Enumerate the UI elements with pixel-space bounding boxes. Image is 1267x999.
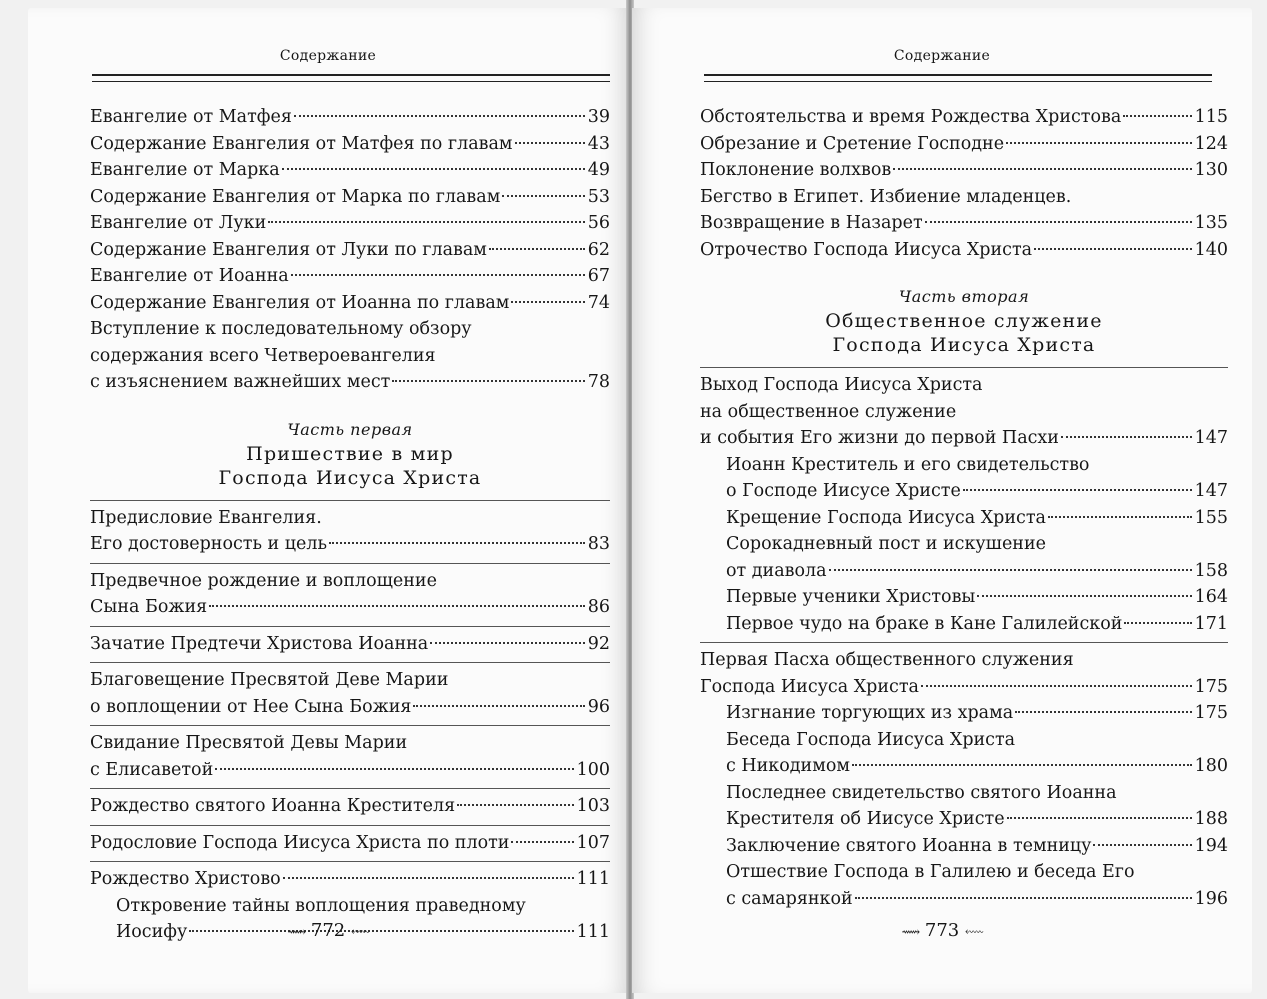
left-page xyxy=(28,8,628,993)
toc-entry-title: Первое чудо на браке в Кане Галилейской xyxy=(726,613,1123,634)
toc-page-number: 171 xyxy=(1194,613,1228,634)
dot-leader xyxy=(502,195,584,197)
toc-page-number: 155 xyxy=(1194,507,1228,528)
toc-entry-title: Содержание Евангелия от Иоанна по главам xyxy=(90,292,510,313)
dot-leader xyxy=(489,248,585,250)
dot-leader xyxy=(1093,844,1191,846)
toc-left xyxy=(90,104,610,946)
toc-entry-row xyxy=(90,694,610,721)
toc-entry xyxy=(700,237,1228,264)
toc-group-bottom xyxy=(90,500,610,946)
toc-entry xyxy=(700,642,1228,700)
toc-entry-row xyxy=(90,793,610,820)
toc-entry xyxy=(700,531,1228,584)
toc-entry-row xyxy=(90,184,610,211)
toc-page-number: 111 xyxy=(576,869,610,889)
part-title-line1: Общественное служение xyxy=(825,310,1103,332)
toc-entry-row xyxy=(700,700,1228,727)
dot-leader xyxy=(283,877,574,879)
toc-entry-title: о воплощении от Нее Сына Божия xyxy=(90,696,412,717)
toc-entry-title: о Господе Иисусе Христе xyxy=(726,481,961,501)
toc-entry xyxy=(700,700,1228,727)
ornament-right-icon: ⬳ xyxy=(964,925,983,940)
toc-entry-title: Зачатие Предтечи Христова Иоанна xyxy=(90,633,429,654)
toc-page-number: 111 xyxy=(576,922,610,942)
toc-entry-title: Родословие Господа Иисуса Христа по плоти xyxy=(90,832,510,853)
dot-leader xyxy=(413,705,584,707)
toc-page-number: 130 xyxy=(1194,160,1228,180)
toc-entry xyxy=(90,290,610,317)
toc-page-number: 96 xyxy=(587,696,610,717)
toc-group-bottom xyxy=(700,367,1228,912)
ornament-right-icon: ⬳ xyxy=(350,925,369,940)
toc-page-number: 49 xyxy=(587,160,610,180)
toc-entry xyxy=(90,184,610,211)
toc-entry-row xyxy=(90,531,610,558)
toc-entry-title: Евангелие от Луки xyxy=(90,213,267,233)
toc-page-number: 196 xyxy=(1194,888,1228,909)
toc-entry-line: Свидание Пресвятой Девы Марии xyxy=(90,733,408,753)
toc-entry xyxy=(700,780,1228,833)
toc-entry-line: на общественное служение xyxy=(700,401,957,422)
toc-entry xyxy=(90,104,610,131)
toc-page-number: 43 xyxy=(587,133,610,154)
part-label: Часть первая xyxy=(287,419,413,439)
toc-entry-title: Его достоверность и цель xyxy=(90,534,328,554)
toc-entry xyxy=(90,500,610,558)
dot-leader xyxy=(515,142,585,144)
toc-entry-title: Содержание Евангелия от Марка по главам xyxy=(90,186,501,207)
toc-entry-title: Господа Иисуса Христа xyxy=(700,676,919,697)
part-heading xyxy=(90,418,610,490)
toc-entry-row xyxy=(700,210,1228,237)
toc-entry xyxy=(90,825,610,857)
page-number xyxy=(28,920,628,941)
toc-entry-line: Выход Господа Иисуса Христа xyxy=(700,375,983,395)
toc-entry xyxy=(700,184,1228,237)
dot-leader xyxy=(511,301,584,303)
toc-page-number: 56 xyxy=(587,213,610,233)
toc-entry-title: Евангелие от Марка xyxy=(90,160,280,180)
toc-entry-line: Первая Пасха общественного служения xyxy=(700,650,1074,670)
dot-leader xyxy=(329,542,585,544)
toc-entry-row xyxy=(90,290,610,317)
ornament-left-icon: ⟿ xyxy=(287,925,306,940)
dot-leader xyxy=(215,768,573,770)
toc-entry-row xyxy=(700,131,1228,158)
toc-entry-line: Иоанн Креститель и его свидетельство xyxy=(726,454,1090,475)
toc-entry-line: Отшествие Господа в Галилею и беседа Его xyxy=(726,862,1135,882)
toc-entry xyxy=(90,237,610,264)
toc-entry xyxy=(700,452,1228,505)
toc-entry xyxy=(700,131,1228,158)
toc-group-top xyxy=(700,104,1228,263)
toc-entry xyxy=(700,367,1228,452)
toc-page-number: 74 xyxy=(587,292,610,313)
toc-entry-title: от диавола xyxy=(726,560,827,581)
toc-entry-title: Иосифу xyxy=(116,922,188,942)
toc-entry-line: Вступление к последовательному обзору xyxy=(90,319,472,339)
toc-entry-row xyxy=(700,833,1228,860)
toc-right xyxy=(700,104,1228,912)
right-page xyxy=(632,8,1252,993)
dot-leader xyxy=(282,168,585,170)
toc-entry-title: Возвращение в Назарет xyxy=(700,213,923,233)
toc-entry-row xyxy=(700,478,1228,505)
toc-page-number: 103 xyxy=(576,796,610,816)
toc-entry-title: и события Его жизни до первой Пасхи xyxy=(700,428,1059,448)
toc-entry xyxy=(90,210,610,237)
toc-page-number: 83 xyxy=(587,534,610,554)
toc-entry-title: Рождество Христово xyxy=(90,869,281,889)
toc-entry-title: Заключение святого Иоанна в темницу xyxy=(726,835,1092,856)
dot-leader xyxy=(1007,817,1192,819)
toc-entry-title: Сына Божия xyxy=(90,597,208,617)
running-head: Содержание xyxy=(893,48,991,64)
dot-leader xyxy=(294,115,585,117)
part-heading xyxy=(700,285,1228,357)
toc-entry-row xyxy=(90,157,610,184)
dot-leader xyxy=(977,595,1191,597)
toc-entry xyxy=(700,157,1228,184)
toc-entry-title: Содержание Евангелия от Матфея по главам xyxy=(90,133,513,154)
toc-page-number: 78 xyxy=(587,372,610,392)
toc-entry xyxy=(90,157,610,184)
dot-leader xyxy=(457,804,573,806)
toc-entry-title: Евангелие от Матфея xyxy=(90,107,292,127)
toc-page-number: 124 xyxy=(1194,133,1228,154)
dot-leader xyxy=(963,489,1192,491)
toc-entry xyxy=(90,316,610,396)
toc-page-number: 135 xyxy=(1194,213,1228,233)
toc-entry-title: с самарянкой xyxy=(726,888,853,909)
toc-entry-row xyxy=(700,104,1228,131)
toc-entry-line: Последнее свидетельство святого Иоанна xyxy=(726,782,1117,803)
part-title-line1: Пришествие в мир xyxy=(246,442,454,465)
dot-leader xyxy=(511,841,573,843)
toc-entry-row xyxy=(700,674,1228,701)
toc-entry xyxy=(90,662,610,720)
dot-leader xyxy=(1006,142,1192,144)
toc-page-number: 39 xyxy=(587,107,610,127)
toc-page-number: 194 xyxy=(1194,835,1228,856)
toc-entry-row xyxy=(90,263,610,290)
toc-entry xyxy=(90,626,610,658)
running-head: Содержание xyxy=(279,48,377,64)
toc-entry xyxy=(700,104,1228,131)
toc-entry-row xyxy=(700,753,1228,780)
toc-entry xyxy=(700,833,1228,860)
dot-leader xyxy=(209,605,585,607)
toc-entry-row xyxy=(700,237,1228,264)
dot-leader xyxy=(1124,622,1191,624)
toc-entry-row xyxy=(90,594,610,621)
toc-entry-title: Обрезание и Сретение Господне xyxy=(700,133,1005,154)
toc-page-number: 175 xyxy=(1194,676,1228,697)
dot-leader xyxy=(430,642,585,644)
toc-entry-row xyxy=(700,806,1228,833)
toc-entry-row xyxy=(700,425,1228,452)
toc-entry-line: содержания всего Четвероевангелия xyxy=(90,345,436,366)
toc-entry xyxy=(90,725,610,783)
dot-leader xyxy=(1048,516,1192,518)
part-title-line2: Господа Иисуса Христа xyxy=(832,334,1096,356)
toc-page-number: 164 xyxy=(1194,587,1228,607)
toc-entry-title: Поклонение волхвов xyxy=(700,160,892,180)
dot-leader xyxy=(1034,248,1192,250)
toc-entry-title: Евангелие от Иоанна xyxy=(90,266,289,286)
dot-leader xyxy=(268,221,584,223)
toc-entry xyxy=(700,505,1228,532)
header-rule xyxy=(704,74,1212,82)
toc-entry-row xyxy=(700,611,1228,638)
toc-entry-line: Благовещение Пресвятой Деве Марии xyxy=(90,670,449,690)
toc-entry-row xyxy=(90,237,610,264)
part-title-line2: Господа Иисуса Христа xyxy=(218,466,482,489)
toc-entry-title: Крестителя об Иисусе Христе xyxy=(726,809,1005,829)
toc-entry-row xyxy=(90,104,610,131)
toc-page-number: 115 xyxy=(1194,107,1228,127)
toc-entry-row xyxy=(700,886,1228,913)
toc-entry-row xyxy=(90,830,610,857)
toc-entry-title: с Никодимом xyxy=(726,756,850,776)
toc-entry-line: Сорокадневный пост и искушение xyxy=(726,534,1046,554)
toc-page-number: 86 xyxy=(587,597,610,617)
toc-entry-line: Беседа Господа Иисуса Христа xyxy=(726,729,1016,750)
page-number xyxy=(632,920,1252,941)
toc-page-number: 158 xyxy=(1194,560,1228,581)
part-label: Часть вторая xyxy=(898,287,1030,306)
toc-page-number: 188 xyxy=(1194,809,1228,829)
dot-leader xyxy=(925,221,1192,223)
toc-entry xyxy=(90,861,610,893)
toc-entry-row xyxy=(90,866,610,893)
toc-entry-line: Бегство в Египет. Избиение младенцев. xyxy=(700,186,1072,207)
toc-entry-line: Предвечное рождение и воплощение xyxy=(90,570,437,591)
toc-entry-line: Откровение тайны воплощения праведному xyxy=(116,895,526,916)
toc-entry xyxy=(90,131,610,158)
toc-entry-title: Обстоятельства и время Рождества Христова xyxy=(700,107,1122,127)
dot-leader xyxy=(291,274,585,276)
dot-leader xyxy=(893,168,1191,170)
toc-entry xyxy=(90,563,610,621)
dot-leader xyxy=(852,764,1192,766)
toc-entry-row xyxy=(90,369,610,396)
toc-entry xyxy=(90,263,610,290)
folio-number: 772 xyxy=(310,920,346,941)
toc-entry-title: Рождество святого Иоанна Крестителя xyxy=(90,796,456,816)
toc-entry-title: Отрочество Господа Иисуса Христа xyxy=(700,239,1033,260)
toc-entry-row xyxy=(90,131,610,158)
toc-entry-title: Первые ученики Христовы xyxy=(726,587,976,607)
dot-leader xyxy=(1123,115,1191,117)
toc-entry-line: Предисловие Евангелия. xyxy=(90,507,322,528)
ornament-left-icon: ⟿ xyxy=(901,925,920,940)
toc-entry-row xyxy=(700,584,1228,611)
dot-leader xyxy=(855,897,1192,899)
toc-entry-title: Изгнание торгующих из храма xyxy=(726,703,1014,723)
dot-leader xyxy=(921,685,1192,687)
toc-entry-title: Крещение Господа Иисуса Христа xyxy=(726,507,1046,528)
toc-page-number: 107 xyxy=(576,832,610,853)
toc-page-number: 53 xyxy=(587,186,610,207)
toc-entry-row xyxy=(700,157,1228,184)
toc-page-number: 62 xyxy=(587,239,610,260)
toc-page-number: 180 xyxy=(1194,756,1228,776)
toc-entry-row xyxy=(90,757,610,784)
toc-page-number: 67 xyxy=(587,266,610,286)
toc-page-number: 92 xyxy=(587,633,610,654)
dot-leader xyxy=(1015,711,1191,713)
toc-entry-row xyxy=(700,505,1228,532)
toc-page-number: 147 xyxy=(1194,481,1228,501)
toc-entry-row xyxy=(90,210,610,237)
toc-page-number: 175 xyxy=(1194,703,1228,723)
dot-leader xyxy=(829,569,1192,571)
toc-entry xyxy=(700,584,1228,611)
toc-entry-title: Содержание Евангелия от Луки по главам xyxy=(90,239,487,260)
toc-entry-row xyxy=(700,558,1228,585)
dot-leader xyxy=(1061,436,1192,438)
toc-entry-title: с Елисаветой xyxy=(90,759,214,780)
folio-number: 773 xyxy=(924,920,960,941)
toc-page-number: 147 xyxy=(1194,428,1228,448)
header-rule xyxy=(92,74,610,82)
toc-entry xyxy=(90,788,610,820)
toc-entry-title: с изъяснением важнейших мест xyxy=(90,372,391,392)
dot-leader xyxy=(392,380,584,382)
toc-entry xyxy=(700,611,1228,638)
toc-entry-row xyxy=(90,631,610,658)
toc-entry xyxy=(700,859,1228,912)
toc-page-number: 140 xyxy=(1194,239,1228,260)
toc-group-top xyxy=(90,104,610,396)
toc-page-number: 100 xyxy=(576,759,610,780)
toc-entry xyxy=(700,727,1228,780)
